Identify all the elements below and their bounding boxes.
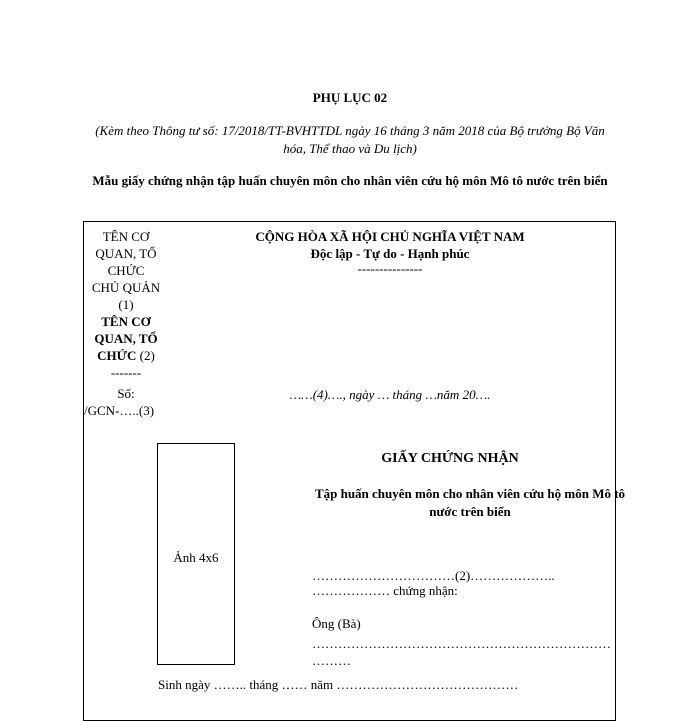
appendix-title: PHỤ LỤC 02 bbox=[312, 90, 388, 105]
name-field-continuation: ……… bbox=[312, 653, 351, 668]
name-label: Ông (Bà) bbox=[312, 616, 361, 631]
certificate-title: GIẤY CHỨNG NHẬN bbox=[381, 451, 519, 466]
org-line-number: (2) bbox=[136, 348, 155, 363]
document-number-value: /GCN-…..(3) bbox=[84, 403, 155, 418]
place-date-line: ……(4)…., ngày … tháng …năm 20…. bbox=[289, 387, 491, 402]
issuing-organization-block bbox=[84, 228, 168, 381]
parent-org-line: (1) bbox=[118, 297, 134, 312]
birth-date-field: Sinh ngày …….. tháng …… năm …………………………………… bbox=[158, 677, 519, 692]
form-description: Mẫu giấy chứng nhận tập huấn chuyên môn cho nhân viên cứu hộ môn Mô tô nước trên biển bbox=[92, 173, 608, 188]
org-line-word: CHỨC bbox=[97, 348, 137, 363]
org-separator: ------- bbox=[110, 365, 142, 380]
certificate-subtitle: Tập huấn chuyên môn cho nhân viên cứu hộ môn Mô tô nước trên biển bbox=[314, 486, 626, 519]
motto-separator: --------------- bbox=[357, 261, 423, 276]
name-field: …………………………………………………………… bbox=[312, 636, 611, 651]
decree-reference: (Kèm theo Thông tư số: 17/2018/TT-BVHTTDL ngày 16 tháng 3 năm 2018 của Bộ trưởng Bộ Văn hóa, Thể thao và Du lịch) bbox=[95, 123, 605, 156]
document-number-label: Số: bbox=[117, 386, 135, 401]
photo-label: Ảnh 4x6 bbox=[173, 550, 219, 565]
parent-org-line: QUAN, TỔ bbox=[95, 246, 157, 261]
parent-org-line: CHỨC bbox=[107, 263, 145, 278]
org-line: TÊN CƠ bbox=[101, 314, 151, 329]
org-line-last bbox=[84, 347, 168, 364]
issuing-org-field: ……………………………(2)……………….. bbox=[312, 568, 555, 583]
parent-org-line: TÊN CƠ bbox=[102, 229, 150, 244]
certify-field: ……………… chứng nhận: bbox=[312, 583, 458, 598]
nation-title: CỘNG HÒA XÃ HỘI CHỦ NGHĨA VIỆT NAM bbox=[255, 229, 525, 244]
org-line: QUAN, TỔ bbox=[94, 331, 158, 346]
national-motto: Độc lập - Tự do - Hạnh phúc bbox=[310, 246, 470, 261]
parent-org-line: CHỦ QUẢN bbox=[91, 280, 161, 295]
